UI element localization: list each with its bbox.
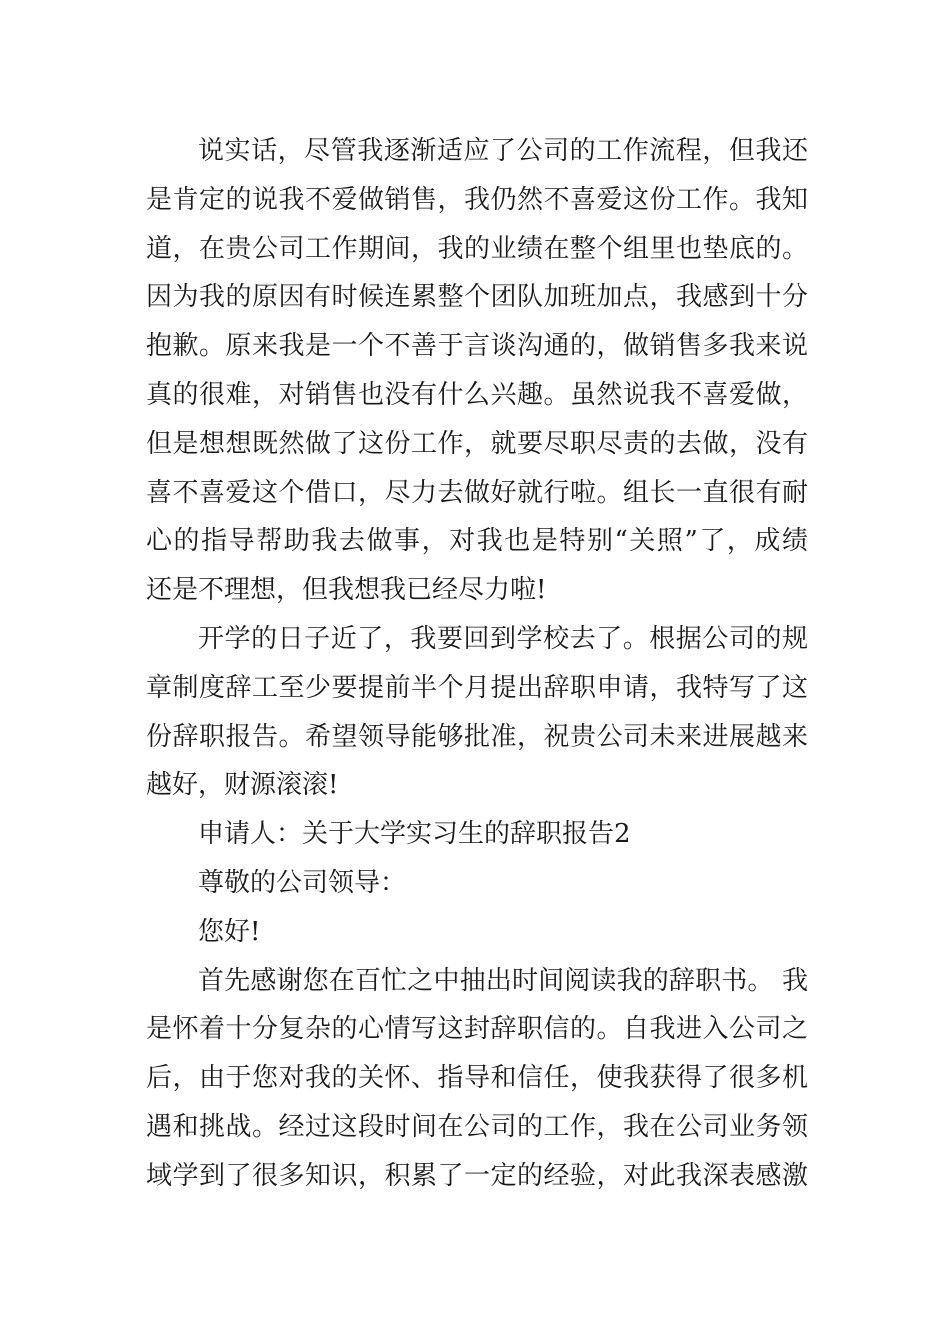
paragraph-greeting bbox=[146, 908, 808, 957]
paragraph-applicant bbox=[146, 810, 808, 859]
document-body bbox=[146, 127, 808, 1201]
paragraph-resignation-reasons bbox=[146, 127, 808, 615]
text-line: 抱歉。原来我是一个不善于言谈沟通的，做销售多我来说 bbox=[146, 331, 808, 362]
text-line: 开学的日子近了，我要回到学校去了。根据公司的规 bbox=[198, 623, 808, 654]
text-line: 是怀着十分复杂的心情写这封辞职信的。自我进入公司之 bbox=[146, 1014, 808, 1045]
text-line: 份辞职报告。希望领导能够批准，祝贵公司未来进展越来 bbox=[146, 721, 808, 752]
text-line: 道，在贵公司工作期间，我的业绩在整个组里也垫底的。 bbox=[146, 233, 808, 264]
text-line: 域学到了很多知识，积累了一定的经验，对此我深表感激 bbox=[146, 1160, 808, 1191]
text-line: 说实话，尽管我逐渐适应了公司的工作流程，但我还 bbox=[198, 136, 808, 166]
text-line: 还是不理想，但我想我已经尽力啦! bbox=[146, 575, 547, 606]
text-line: 首先感谢您在百忙之中抽出时间阅读我的辞职书。 我 bbox=[198, 965, 808, 996]
text-line: 但是想想既然做了这份工作，就要尽职尽责的去做，没有 bbox=[146, 428, 808, 459]
text-line: 因为我的原因有时候连累整个团队加班加点，我感到十分 bbox=[146, 282, 808, 313]
text-line: 您好! bbox=[198, 916, 261, 947]
text-line: 喜不喜爱这个借口，尽力去做好就行啦。组长一直很有耐 bbox=[146, 477, 808, 508]
text-line: 心的指导帮助我去做事，对我也是特别“关照”了，成绩 bbox=[146, 526, 808, 557]
paragraph-school-return bbox=[146, 615, 808, 810]
text-line: 越好，财源滚滚! bbox=[146, 770, 339, 801]
paragraph-salutation bbox=[146, 859, 808, 908]
text-line: 章制度辞工至少要提前半个月提出辞职申请，我特写了这 bbox=[146, 672, 808, 703]
text-line: 真的很难，对销售也没有什么兴趣。虽然说我不喜爱做， bbox=[146, 379, 808, 410]
paragraph-thanks bbox=[146, 957, 808, 1201]
text-line: 尊敬的公司领导： bbox=[198, 867, 407, 898]
text-line: 遇和挑战。经过这段时间在公司的工作，我在公司业务领 bbox=[146, 1111, 808, 1142]
text-line: 是肯定的说我不爱做销售，我仍然不喜爱这份工作。我知 bbox=[146, 184, 808, 215]
text-line: 申请人：关于大学实习生的辞职报告2 bbox=[198, 819, 631, 850]
text-line: 后，由于您对我的关怀、指导和信任，使我获得了很多机 bbox=[146, 1063, 808, 1094]
